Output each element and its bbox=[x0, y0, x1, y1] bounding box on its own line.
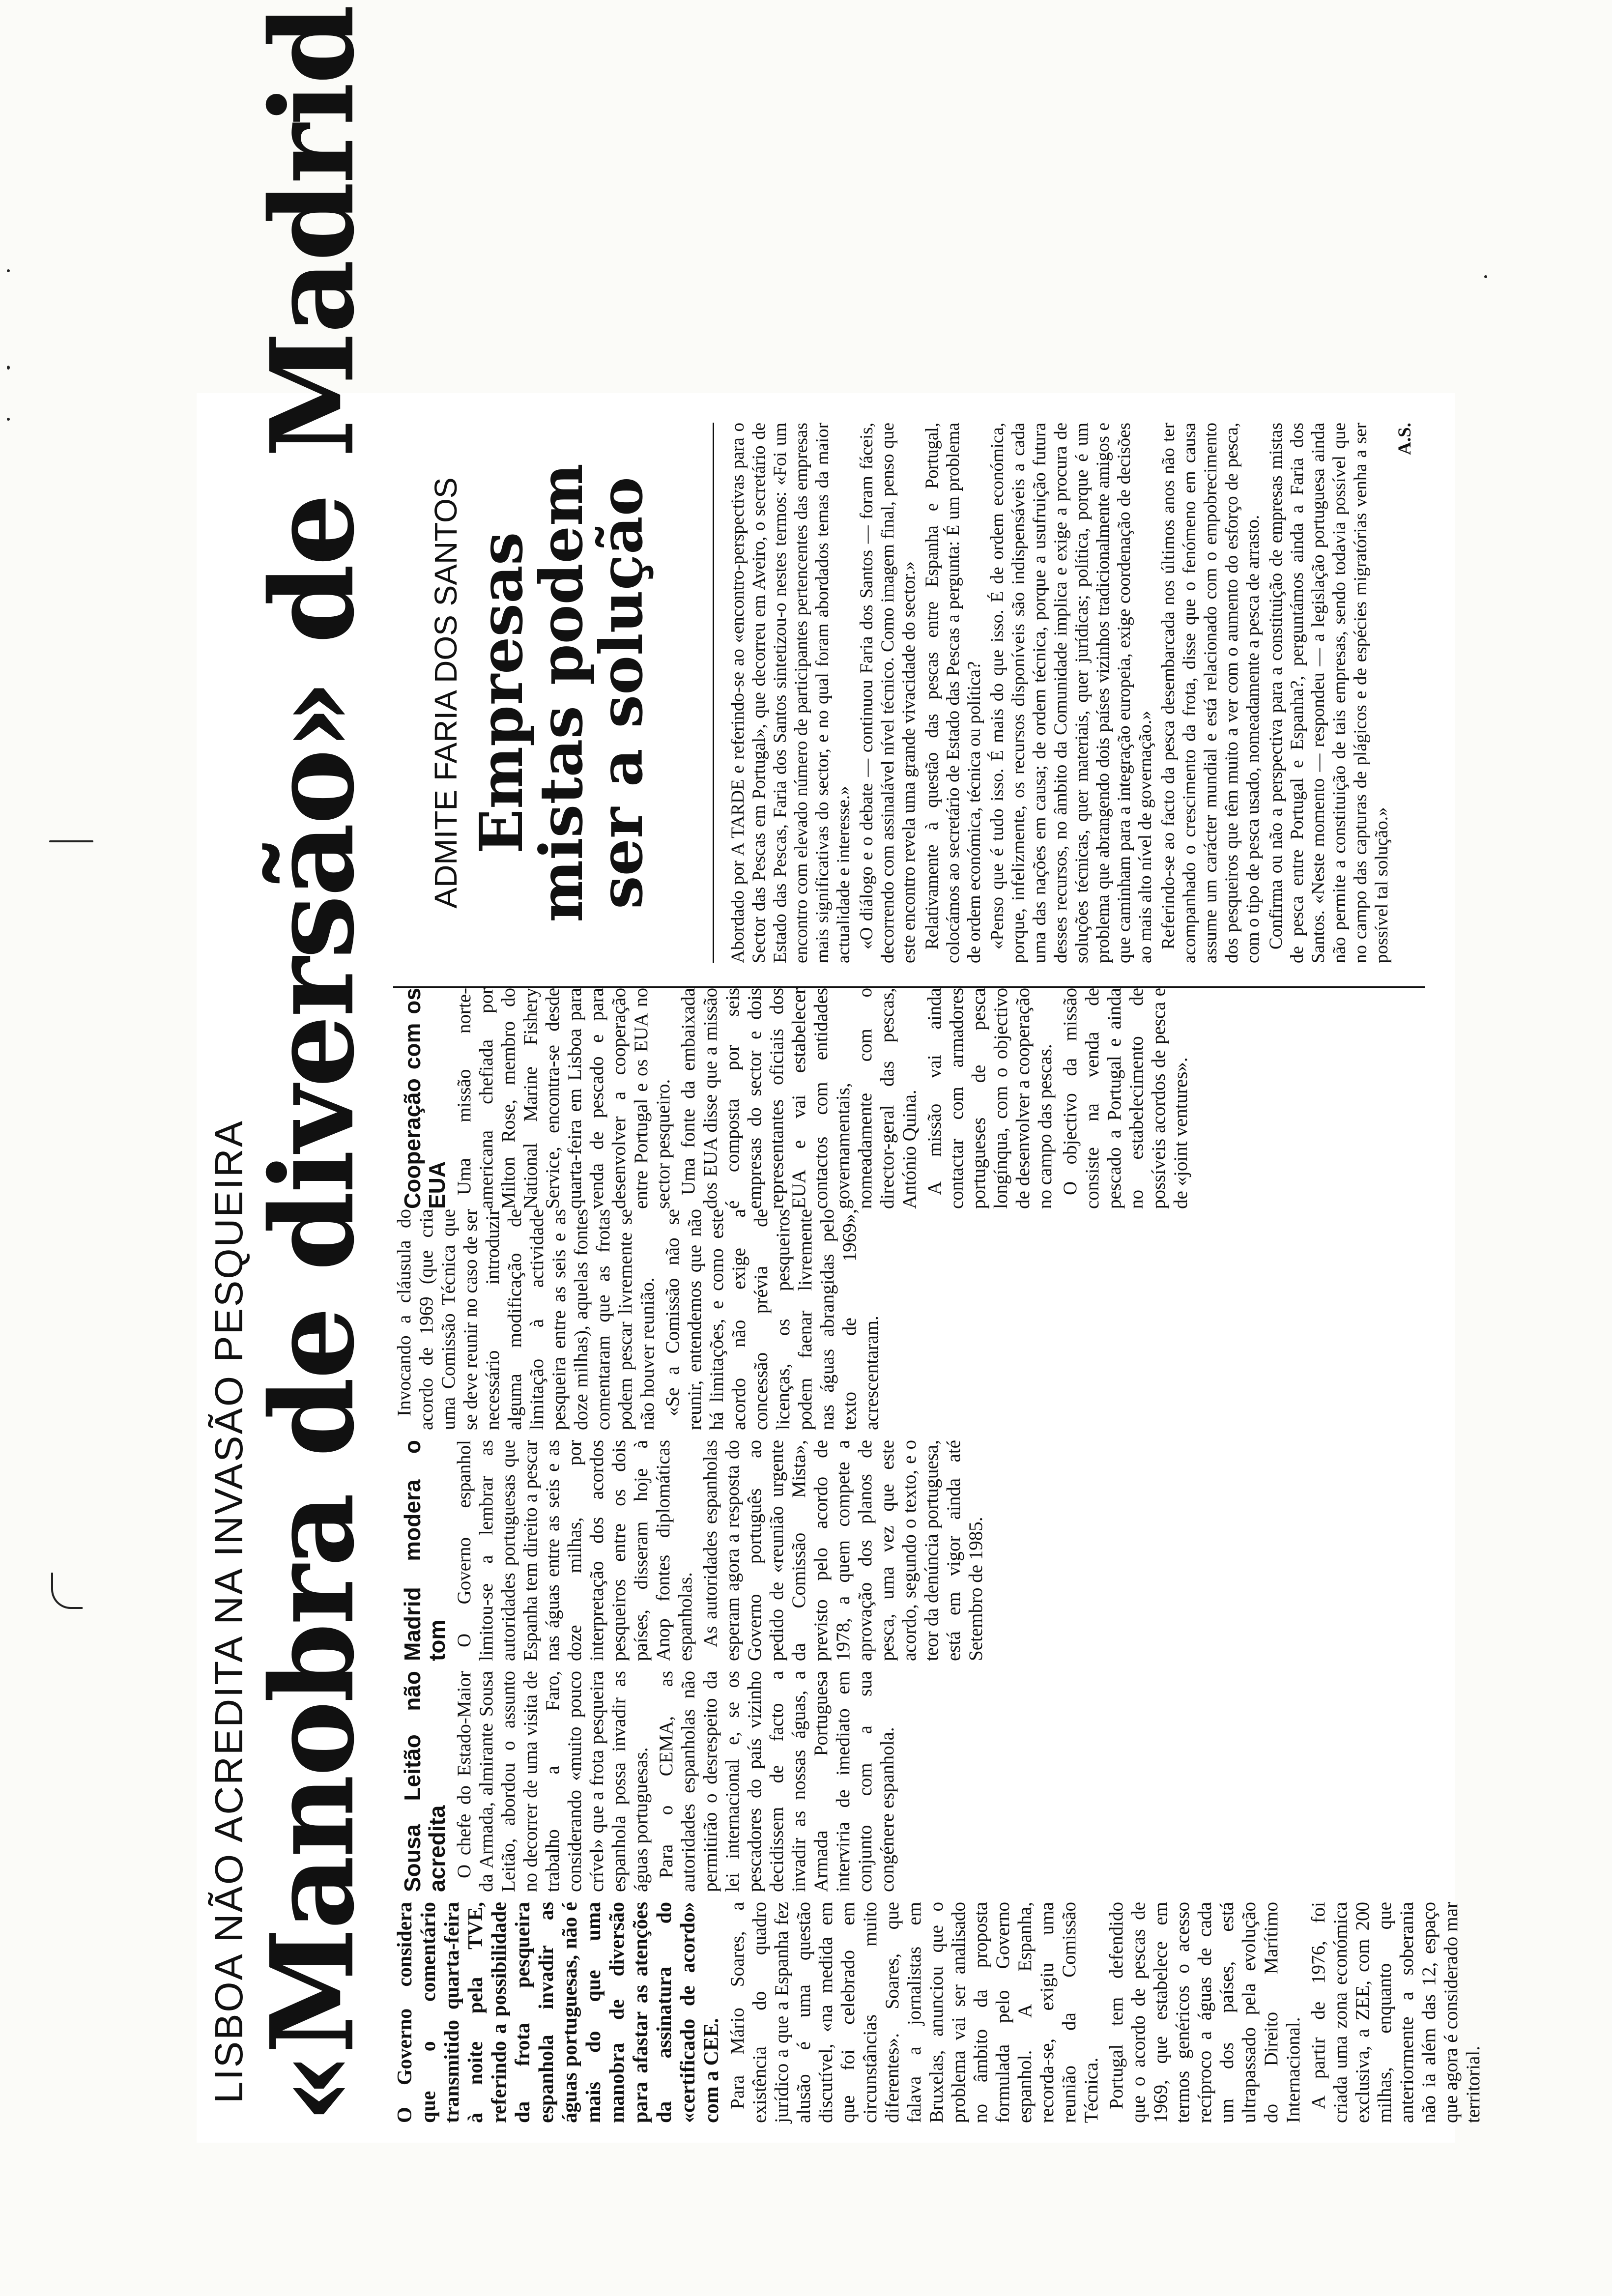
article-paragraph: O Governo espanhol limitou-se a lembrar as autoridades portuguesas que Espanha tem direito a pescar nas águas entre as seis e as doze milhas, por interpretação dos acordos pesqueiros entre os dois países, disseram hoje à Anop fontes diplomáticas espanholas. bbox=[454, 1440, 696, 1661]
newspaper-clipping bbox=[197, 6, 1484, 2143]
scan-speck bbox=[7, 366, 10, 370]
scan-speck bbox=[51, 1573, 83, 1609]
article-paragraph: A missão vai ainda contactar com armadores portugueses de pesca longínqua, com o objectivo de desenvolver a cooperação no campo das pescas. bbox=[924, 988, 1056, 1209]
article-subheading: Sousa Leitão não acredita bbox=[400, 1671, 450, 1892]
article-lead: O Governo considera que o comentário transmitido quarta-feira à noite pela TVE, referindo a possibilidade da frota pesqueira espanhola invadir as águas portuguesas, não é mais do que uma manobra de diversão para afastar as atenções da assinatura do «certificado de acordo» com a CEE. bbox=[394, 1902, 723, 2123]
article-paragraph: As autoridades espanholas esperam agora a resposta do Governo português ao pedido de «reunião urgente da Comissão Mista», previsto pelo acordo de 1978, a quem compete a aprovação dos planos de pesca, uma vez que este acordo, segundo o texto, e o teor da denúncia portuguesa, está em vigor ainda até Setembro de 1985. bbox=[700, 1440, 986, 1661]
article-paragraph: Para o CEMA, as autoridades espanholas não permitirão o desrespeito da lei internacional e, se os pescadores do país vizinho decidissem de facto a invadir as nossas águas, a Armada Portuguesa interviria de imediato em conjunto com a sua congénere espanhola. bbox=[656, 1671, 898, 1892]
side-rule bbox=[713, 423, 714, 963]
article-column-3 bbox=[393, 1440, 1425, 1661]
sidebar-kicker: ADMITE FARIA DOS SANTOS bbox=[428, 477, 463, 909]
article-subheading: Cooperação com os EUA bbox=[400, 988, 450, 1209]
sidebar-signature: A.S. bbox=[1395, 423, 1415, 455]
scan-speck bbox=[49, 840, 93, 842]
scan-speck bbox=[7, 418, 10, 421]
article-subheading: Madrid modera o tom bbox=[400, 1440, 450, 1661]
sidebar-paragraph: «Penso que é tudo isso. É mais do que isso. É de ordem económica, porque, infelizmente, os recursos disponíveis são indispensáveis a cada uma das nações em causa; de ordem técnica, porque a usufruição futura desses recursos, no âmbito da Comunidade implica e exige a procura de soluções técnicas, quer materiais, quer jurídicas; política, porque é um problema que abrangendo dois países vizinhos tradicionalmente amigos e que caminham para a integração europeia, exige coordenação de decisões ao mais alto nível de governação.» bbox=[987, 423, 1155, 963]
sidebar-paragraph: «O diálogo e o debate — continuou Faria dos Santos — foram fáceis, decorrendo com assinalável nível técnico. Como imagem final, penso que este encontro revela uma grande vivacidade do sector.» bbox=[857, 423, 919, 963]
sidebar-headline: Empresas mistas podem ser a solução bbox=[467, 463, 656, 922]
article-column-5 bbox=[393, 988, 1425, 1209]
article-paragraph: Uma missão norte-americana chefiada por Milton Rose, membro do National Marine Fishery Service, encontra-se desde quarta-feira em Lisboa para venda de pescado e para desenvolver a cooperação entre Portugal e os EUA no sector pesqueiro. bbox=[454, 988, 674, 1209]
article-kicker: LISBOA NÃO ACREDITA NA INVASÃO PESQUEIRA bbox=[207, 1119, 251, 2103]
sidebar-paragraph: Confirma ou não a perspectiva para a constituição de empresas mistas de pesca entre Portugal e Espanha?, perguntámos ainda a Faria dos Santos. «Neste momento — respondeu — a legislação portuguesa ainda não permite a constituição de tais empresas, sendo todavia possível que no campo das capturas de plágicos e de espécies migratórias venha a ser possível tal solução.» bbox=[1266, 423, 1392, 963]
article-paragraph: Uma fonte da embaixada dos EUA disse que a missão é composta por seis empresas do sector e dois representantes oficiais dos EUA e vai estabelecer contactos com entidades governamentais, nomeadamente com o director-geral das pescas, António Quina. bbox=[678, 988, 920, 1209]
sidebar-body bbox=[727, 423, 1430, 963]
article-column-2 bbox=[393, 1671, 1425, 1892]
article-paragraph: «Se a Comissão não se reunir, entendemos que não há limitações, e como este acordo não exige a concessão prévia de licenças, os pesqueiros podem faenar livremente nas águas abrangidas pelo texto de 1969», acrescentaram. bbox=[662, 1209, 882, 1430]
sidebar-paragraph: Abordado por A TARDE e referindo-se ao «encontro-perspectivas para o Sector das Pescas em Portugal», que decorreu em Aveiro, o secretário de Estado das Pescas, Faria dos Santos sintetizou-o nestes termos: «Foi um encontro com elevado número de participantes pertencentes das empresas mais significativas do sector, e no qual foram abordados temas da maior actualidade e interesse.» bbox=[728, 423, 854, 963]
article-paragraph: Para Mário Soares, a existência do quadro jurídico a que a Espanha fez alusão é uma questão discutível, «na medida em que foi celebrado em circunstâncias muito diferentes». Soares, que falava a jornalistas em Bruxelas, anunciou que o problema vai ser analisado no âmbito da proposta formulada pelo Governo espanhol. A Espanha, recorda-se, exigiu uma reunião da Comissão Técnica. bbox=[727, 1902, 1102, 2123]
scan-speck bbox=[1484, 275, 1487, 278]
sidebar-paragraph: Referindo-se ao facto da pesca desembarcada nos últimos anos não ter acompanhado o crescimento da frota, disse que o fenómeno em causa assume um carácter mundial e está relacionado com o empobrecimento dos pesqueiros que têm muito a ver com o aumento do esforço de pesca, com o tipo de pesca usado, nomeadamente a pesca de arrasto. bbox=[1158, 423, 1263, 963]
article-column-1 bbox=[393, 1902, 1484, 2123]
article-headline: «Manobra de diversão» de Madrid bbox=[245, 6, 379, 2123]
article-column-4 bbox=[393, 1209, 1425, 1430]
scan-speck bbox=[7, 269, 10, 272]
article-paragraph: O objectivo da missão consiste na venda de pescado a Portugal e ainda no estabelecimento de possíveis acordos de pesca e de «joint ventures». bbox=[1060, 988, 1191, 1209]
article-paragraph: Invocando a cláusula do acordo de 1969 (que cria uma Comissão Técnica que se deve reunir no caso de ser necessário introduzir alguma modificação de limitação à actividade pesqueira entre as seis e as doze milhas), aquelas fontes comentaram que as frotas podem pescar livremente se não houver reunião. bbox=[394, 1209, 658, 1430]
sidebar-paragraph: Relativamente à questão das pescas entre Espanha e Portugal, colocámos ao secretário de Estado das Pescas a pergunta: É um problema de ordem económica, técnica ou política? bbox=[922, 423, 984, 963]
article-paragraph: O chefe do Estado-Maior da Armada, almirante Sousa Leitão, abordou o assunto no decorrer de uma visita de trabalho a Faro, considerando «muito pouco crível» que a frota pesqueira espanhola possa invadir as águas portuguesas. bbox=[454, 1671, 652, 1892]
article-paragraph: A partir de 1976, foi criada uma zona económica exclusiva, a ZEE, com 200 milhas, enquanto que anteriormente a soberania não ia além das 12, espaço que agora é considerado mar territorial. bbox=[1308, 1902, 1484, 2123]
article-paragraph: Portugal tem defendido que o acordo de pescas de 1969, que estabelece em termos genéricos o acesso recíproco a águas de cada um dos países, está ultrapassado pela evolução do Direito Marítimo Internacional. bbox=[1106, 1902, 1304, 2123]
